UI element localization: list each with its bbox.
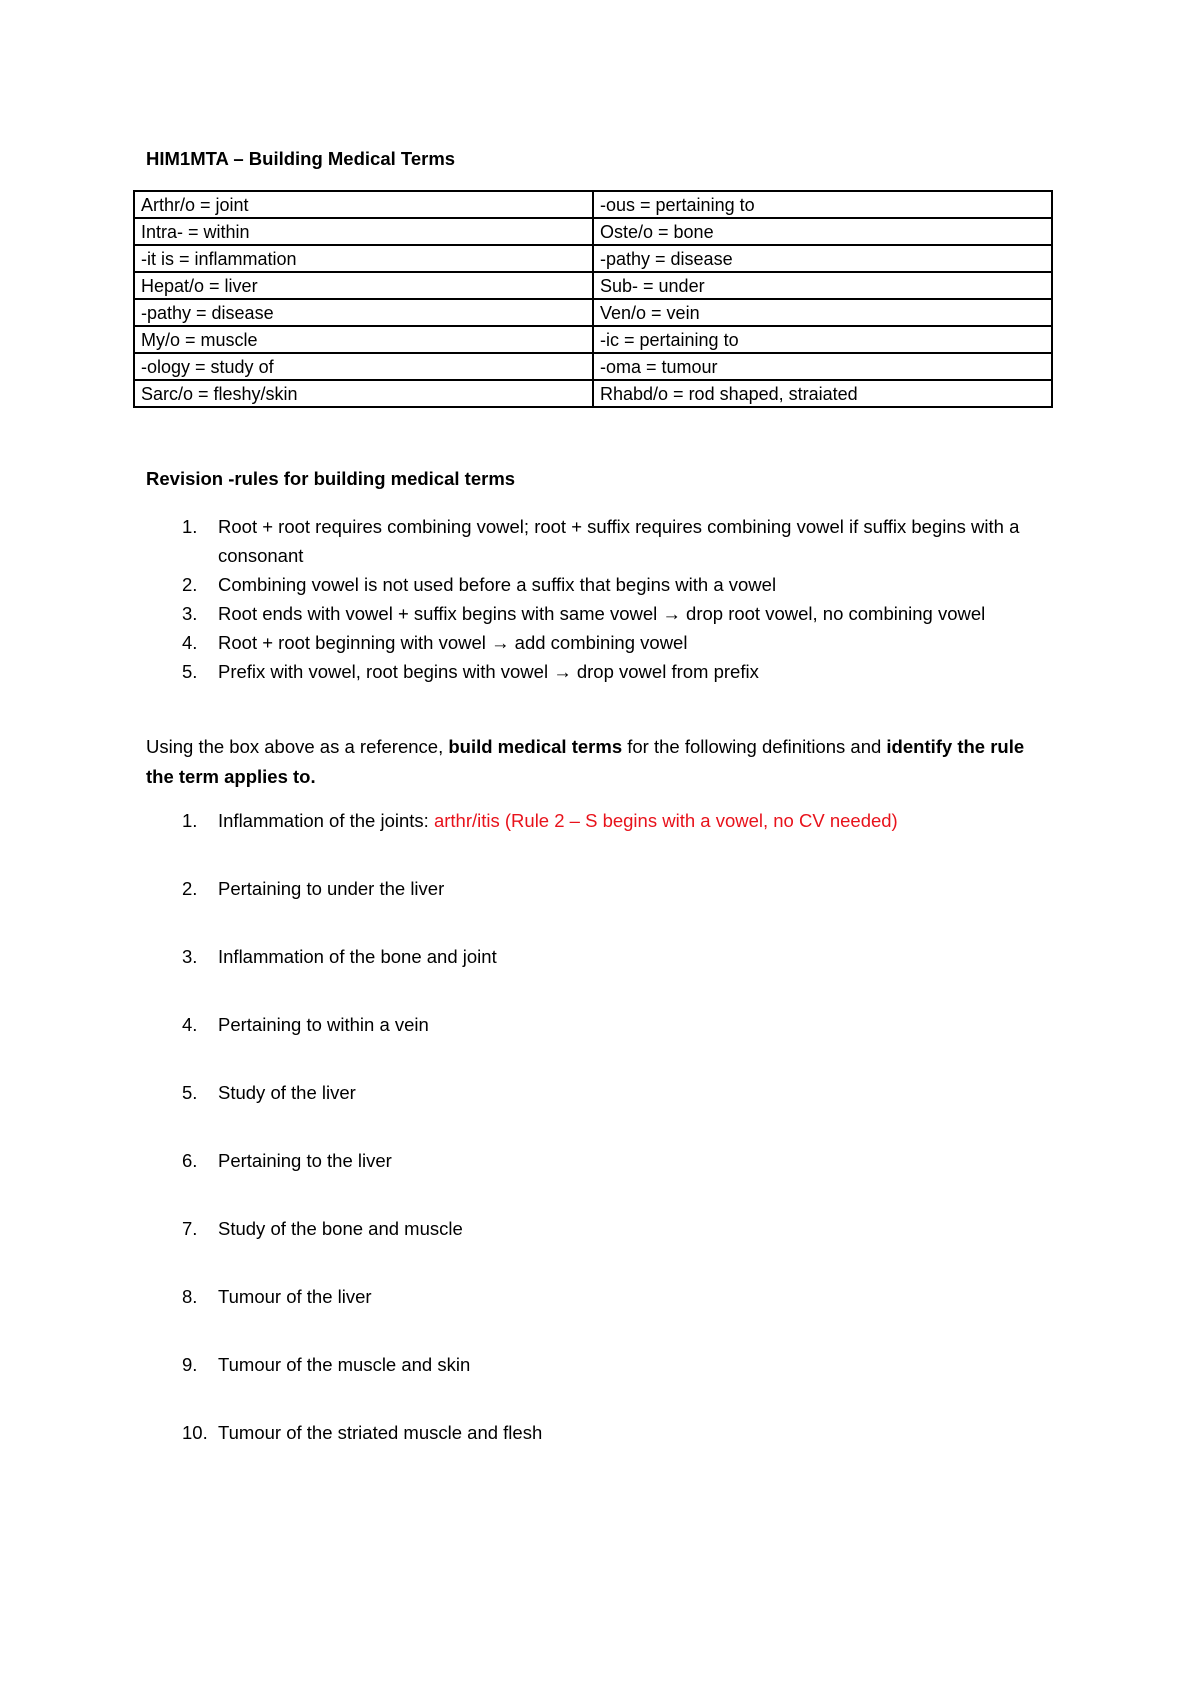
term-cell-left: -it is = inflammation [134, 245, 593, 272]
term-cell-left: Hepat/o = liver [134, 272, 593, 299]
list-item [146, 1214, 1066, 1282]
rule-number: 3. [182, 603, 198, 624]
question-number: 5. [182, 1082, 198, 1103]
revision-heading: Revision -rules for building medical terms [146, 468, 516, 489]
instruction-bold-1: build medical terms [448, 736, 623, 757]
list-item [146, 1350, 1066, 1418]
table-row [134, 272, 1052, 299]
table-row [134, 299, 1052, 326]
answer-text: arthr/itis (Rule 2 – S begins with a vowel, no CV needed) [433, 810, 898, 831]
question-number: 7. [182, 1218, 198, 1239]
rule-number: 5. [182, 661, 198, 682]
question-text: Pertaining to the liver [218, 1150, 392, 1171]
question-number: 3. [182, 946, 198, 967]
instruction-part-2: for the following definitions and [622, 736, 887, 757]
list-item [146, 1078, 1066, 1146]
term-cell-right: Sub- = under [593, 272, 1052, 299]
question-text: Pertaining to under the liver [218, 878, 445, 899]
question-text: Tumour of the liver [218, 1286, 372, 1307]
term-cell-left: Arthr/o = joint [134, 191, 593, 218]
list-item [146, 657, 1066, 686]
rule-text: Root + root beginning with vowel → add combining vowel [218, 632, 688, 653]
question-number: 8. [182, 1286, 198, 1307]
list-item [146, 512, 1066, 570]
term-cell-left: -ology = study of [134, 353, 593, 380]
list-item [146, 1282, 1066, 1350]
term-cell-right: -ous = pertaining to [593, 191, 1052, 218]
table-row [134, 380, 1052, 407]
list-item [146, 942, 1066, 1010]
term-cell-left: Sarc/o = fleshy/skin [134, 380, 593, 407]
question-text: Pertaining to within a vein [218, 1014, 429, 1035]
rules-list [146, 512, 1066, 686]
instruction-bold-2: identify the rule the term applies to. [146, 736, 1025, 787]
rule-text: Combining vowel is not used before a suffix that begins with a vowel [218, 574, 777, 595]
table-row [134, 326, 1052, 353]
term-cell-left: -pathy = disease [134, 299, 593, 326]
document-title: HIM1MTA – Building Medical Terms [146, 148, 456, 169]
list-item [146, 1418, 1066, 1486]
question-text: Study of the bone and muscle [218, 1218, 463, 1239]
table-row [134, 353, 1052, 380]
question-number: 4. [182, 1014, 198, 1035]
question-text: Inflammation of the joints: [218, 810, 434, 831]
rule-text: Prefix with vowel, root begins with vowel → drop vowel from prefix [218, 661, 759, 682]
question-text: Inflammation of the bone and joint [218, 946, 497, 967]
questions-list [146, 806, 1066, 1486]
list-item [146, 1146, 1066, 1214]
list-item [146, 874, 1066, 942]
list-item [146, 599, 1066, 628]
rule-number: 4. [182, 632, 198, 653]
rule-number: 2. [182, 574, 198, 595]
rule-number: 1. [182, 516, 198, 537]
term-cell-right: -pathy = disease [593, 245, 1052, 272]
term-cell-right: Ven/o = vein [593, 299, 1052, 326]
table-row [134, 191, 1052, 218]
question-number: 10. [182, 1422, 208, 1443]
rule-text: Root + root requires combining vowel; root + suffix requires combining vowel if suffix begins with a consonant [218, 516, 1020, 566]
list-item [146, 628, 1066, 657]
question-number: 1. [182, 810, 198, 831]
term-cell-left: My/o = muscle [134, 326, 593, 353]
term-cell-right: -oma = tumour [593, 353, 1052, 380]
term-cell-right: Rhabd/o = rod shaped, straiated [593, 380, 1052, 407]
rule-text: Root ends with vowel + suffix begins with same vowel → drop root vowel, no combining vowel [218, 603, 986, 624]
list-item [146, 570, 1066, 599]
term-cell-right: Oste/o = bone [593, 218, 1052, 245]
table-row [134, 218, 1052, 245]
instruction-part-1: Using the box above as a reference, [146, 736, 449, 757]
question-number: 9. [182, 1354, 198, 1375]
question-text: Tumour of the striated muscle and flesh [218, 1422, 543, 1443]
term-cell-right: -ic = pertaining to [593, 326, 1052, 353]
question-text: Tumour of the muscle and skin [218, 1354, 471, 1375]
question-text: Study of the liver [218, 1082, 356, 1103]
list-item [146, 1010, 1066, 1078]
question-number: 2. [182, 878, 198, 899]
term-cell-left: Intra- = within [134, 218, 593, 245]
list-item [146, 806, 1066, 874]
question-number: 6. [182, 1150, 198, 1171]
table-row [134, 245, 1052, 272]
terms-table [133, 190, 1053, 408]
instruction-text [146, 732, 1046, 792]
